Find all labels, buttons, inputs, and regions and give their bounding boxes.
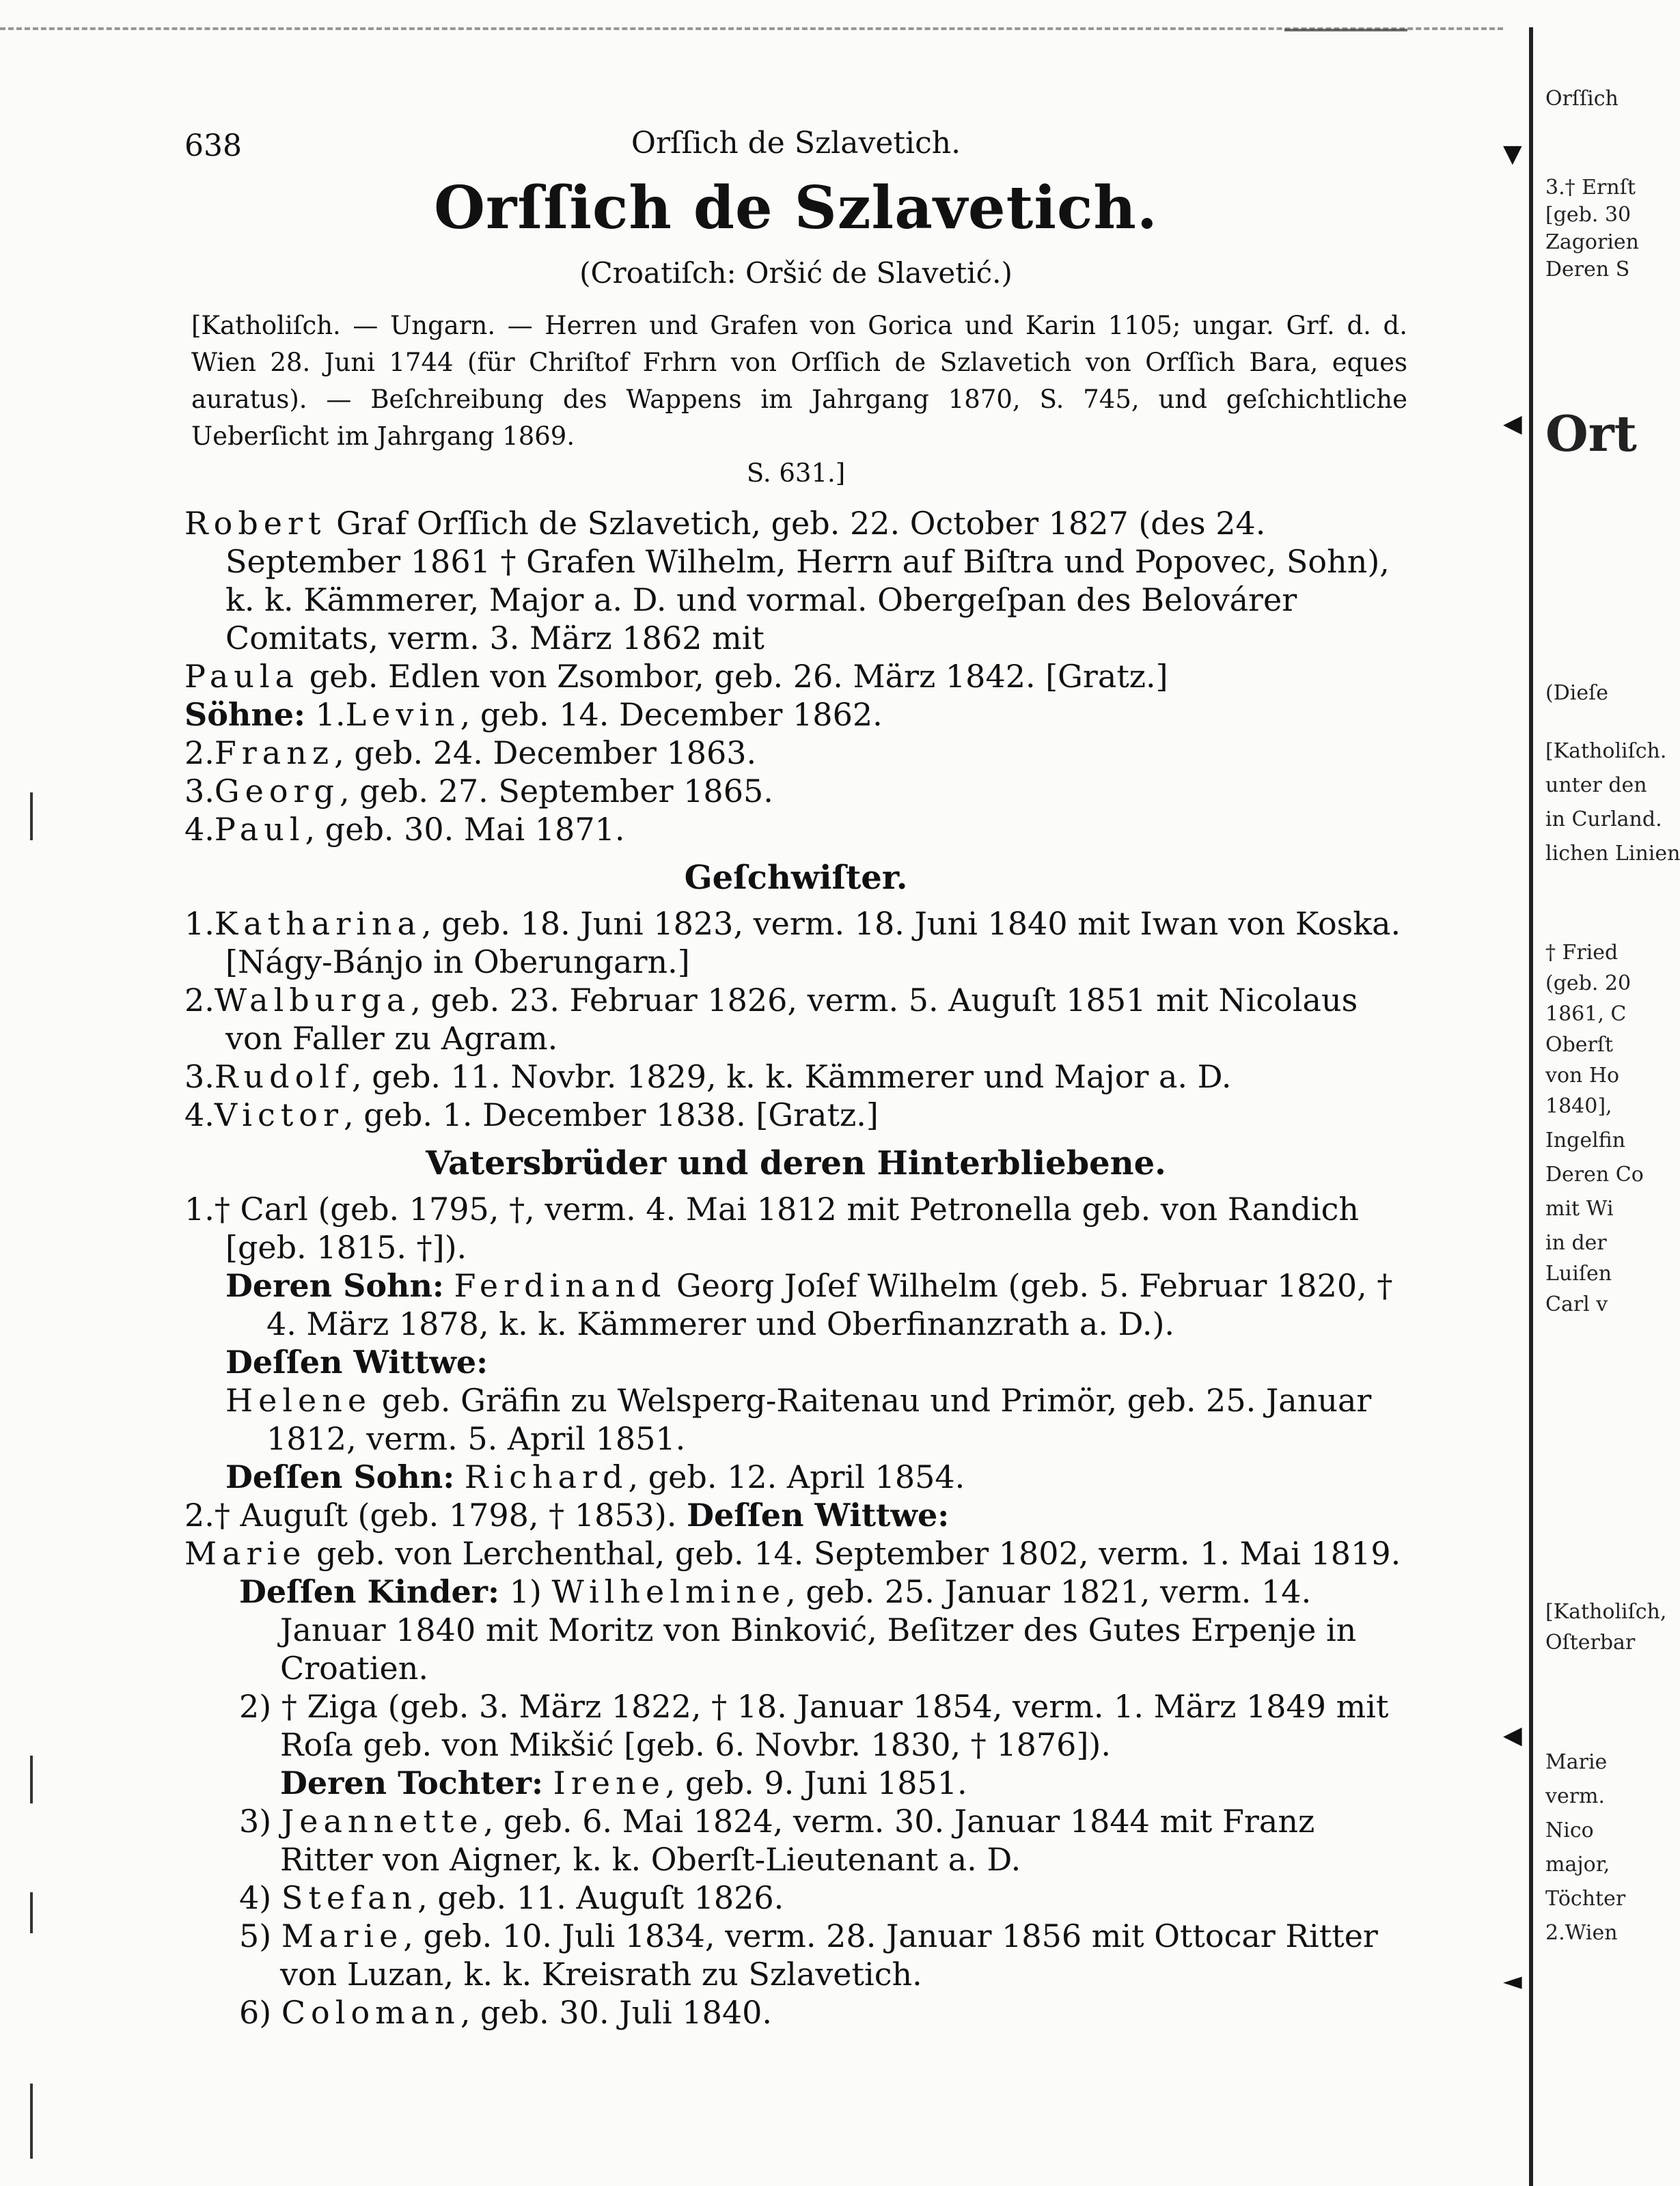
fragment-text: 2.Wien [1545, 1921, 1618, 1945]
uncle-entry: 1.† Carl (geb. 1795, †, verm. 4. Mai 1812 mit Petronella geb. von Randich [geb. 1815. †]). [184, 1191, 1360, 1266]
head-of-family: Robert Graf Orſſich de Szlavetich, geb. 22. October 1827 (des 24. September 1861 † Grafen Wilhelm, Herrn auf Biſtra und Popovec, Sohn), k. k. Kämmerer, Major a. D. und vormal. Obergeſpan des Belovárer Comitats, verm. 3. März 1862 mit [184, 505, 1390, 656]
widow-entry: Helene geb. Gräfin zu Welsperg-Raitenau und Primör, geb. 25. Januar 1812, verm. 5. April 1851. [225, 1382, 1372, 1457]
margin-mark [30, 792, 33, 840]
grandchild-entry: Deren Tochter: Irene, geb. 9. Juni 1851. [280, 1765, 967, 1801]
fragment-text: von Ho [1545, 1064, 1620, 1088]
sibling-entry: 3.Rudolf, geb. 11. Novbr. 1829, k. k. Kämmerer und Major a. D. [184, 1058, 1232, 1095]
intro-reference: S. 631.] [746, 458, 846, 488]
fragment-text: Deren S [1545, 258, 1630, 281]
fragment-text: 3.† Ernſt [1545, 176, 1636, 199]
section-heading-siblings: Geſchwiſter. [684, 859, 908, 897]
fragment-text: Carl v [1545, 1292, 1608, 1316]
widow-entry: Marie geb. von Lerchenthal, geb. 14. September 1802, verm. 1. Mai 1819. [184, 1535, 1401, 1572]
fragment-text: Deren Co [1545, 1163, 1644, 1187]
fragment-text: in der [1545, 1231, 1607, 1255]
fragment-text: unter den [1545, 773, 1647, 797]
margin-mark-icon: ◀ [1503, 410, 1522, 438]
fragment-text: [Katholiſch, [1545, 1600, 1667, 1624]
fragment-text: Orſſich [1545, 87, 1619, 111]
margin-mark-icon: ▼ [1503, 140, 1522, 168]
son-entry: 4.Paul, geb. 30. Mai 1871. [184, 811, 625, 848]
page-number: 638 [184, 128, 242, 163]
margin-mark [30, 1756, 33, 1803]
genealogy-entries [184, 504, 1407, 2032]
fragment-text: in Curland. [1545, 807, 1662, 831]
spouse: Paula geb. Edlen von Zsombor, geb. 26. März 1842. [Gratz.] [184, 658, 1168, 695]
fragment-text: Oſterbar [1545, 1631, 1636, 1655]
intro-paragraph: [Katholiſch. — Ungarn. — Herren und Grafen von Gorica und Karin 1105; ungar. Grf. d. d. Wien 28. Juni 1744 (für Chriſtof Frhrn von Orſſich de Szlavetich von Orſſich Bara, eques auratus). — Beſchreibung des Wappens im Jahrgang 1870, S. 745, und geſchichtliche Ueberſicht im Jahrgang 1869. [191, 311, 1407, 451]
running-head-title: Orſſich de Szlavetich. [631, 126, 961, 161]
fragment-text: Oberſt [1545, 1033, 1614, 1057]
fragment-text: 1840], [1545, 1094, 1612, 1118]
child-entry: Deſſen Kinder: 1) Wilhelmine, geb. 25. Januar 1821, verm. 14. Januar 1840 mit Moritz von Binković, Beſitzer des Gutes Erpenje in Croatien. [239, 1573, 1357, 1687]
margin-mark-icon: ◀ [1503, 1721, 1522, 1749]
fragment-text: major, [1545, 1853, 1610, 1877]
descendant-entry: Deren Sohn: Ferdinand Georg Joſef Wilhelm (geb. 5. Februar 1820, † 4. März 1878, k. k. Kämmerer und Oberfinanzrath a. D.). [225, 1267, 1393, 1342]
fragment-text: † Fried [1545, 941, 1619, 965]
descendant-entry: Deſſen Sohn: Richard, geb. 12. April 1854. [225, 1458, 965, 1495]
sibling-entry: 2.Walburga, geb. 23. Februar 1826, verm. 5. Auguſt 1851 mit Nicolaus von Faller zu Agram. [184, 982, 1358, 1057]
margin-mark [30, 1892, 33, 1933]
child-entry: 2) † Ziga (geb. 3. März 1822, † 18. Januar 1854, verm. 1. März 1849 mit Roſa geb. von Mikšić [geb. 6. Novbr. 1830, † 1876]). [239, 1688, 1389, 1763]
fragment-text: 1861, C [1545, 1002, 1627, 1026]
fragment-text: verm. [1545, 1784, 1606, 1808]
scan-artifact-top-right [1284, 29, 1407, 31]
page-gutter [1529, 27, 1533, 2186]
fragment-text: Marie [1545, 1750, 1608, 1774]
fragment-text: (geb. 20 [1545, 971, 1631, 995]
section-heading-uncles: Vatersbrüder und deren Hinterbliebene. [426, 1144, 1166, 1182]
next-page-fragment [1545, 0, 1680, 2186]
book-page [184, 116, 1407, 2032]
fragment-text: Luiſen [1545, 1262, 1612, 1286]
child-entry: 4) Stefan, geb. 11. Auguſt 1826. [239, 1879, 784, 1916]
subtitle: (Croatiſch: Oršić de Slavetić.) [579, 256, 1013, 290]
fragment-text: Ingelfin [1545, 1129, 1626, 1152]
widow-label: Deſſen Wittwe: [225, 1344, 488, 1381]
child-entry: 6) Coloman, geb. 30. Juli 1840. [239, 1994, 772, 2031]
fragment-text: lichen Linien [1545, 842, 1680, 866]
son-entry: 3.Georg, geb. 27. September 1865. [184, 773, 773, 810]
fragment-heading: Ort [1545, 404, 1637, 462]
fragment-text: (Dieſe [1545, 681, 1608, 705]
son-entry: 2.Franz, geb. 24. December 1863. [184, 734, 757, 771]
sibling-entry: 1.Katharina, geb. 18. Juni 1823, verm. 18. Juni 1840 mit Iwan von Koska. [Nágy-Bánjo in Oberungarn.] [184, 905, 1401, 980]
fragment-text: Nico [1545, 1818, 1594, 1842]
page-title: Orſſich de Szlavetich. [434, 174, 1158, 243]
fragment-text: mit Wi [1545, 1197, 1614, 1221]
fragment-text: [Katholiſch. [1545, 739, 1667, 763]
running-head [184, 116, 1407, 171]
uncle-entry: 2.† Auguſt (geb. 1798, † 1853). Deſſen Wittwe: [184, 1497, 950, 1534]
child-entry: 5) Marie, geb. 10. Juli 1834, verm. 28. Januar 1856 mit Ottocar Ritter von Luzan, k. k. Kreisrath zu Szlavetich. [239, 1918, 1378, 1993]
margin-mark-icon: ◄ [1503, 1967, 1522, 1995]
fragment-text: [geb. 30 [1545, 203, 1631, 227]
child-entry: 3) Jeannette, geb. 6. Mai 1824, verm. 30. Januar 1844 mit Franz Ritter von Aigner, k. k. Oberſt-Lieutenant a. D. [239, 1803, 1315, 1878]
scan-artifact-top [0, 27, 1503, 34]
son-entry: Söhne: 1.Levin, geb. 14. December 1862. [184, 696, 883, 733]
fragment-text: Töchter [1545, 1887, 1626, 1911]
sibling-entry: 4.Victor, geb. 1. December 1838. [Gratz.] [184, 1096, 879, 1133]
margin-mark [30, 2084, 33, 2159]
fragment-text: Zagorien [1545, 230, 1640, 254]
